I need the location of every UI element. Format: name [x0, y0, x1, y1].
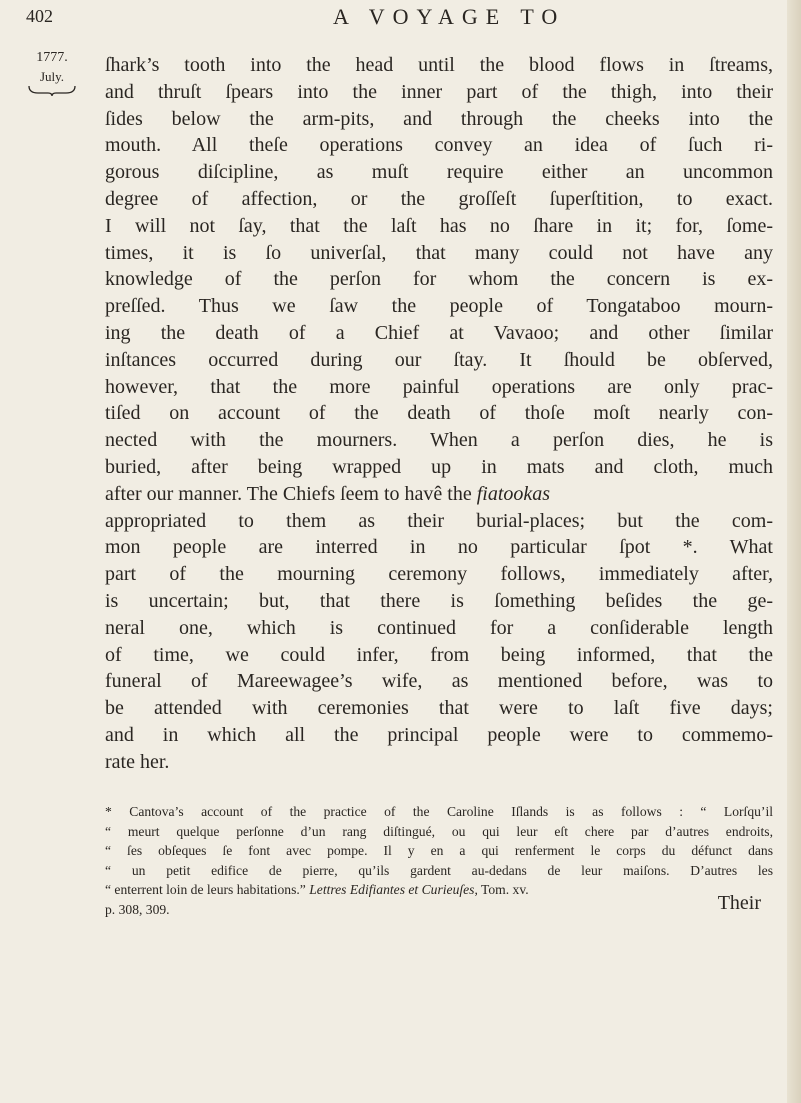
- margin-date-note: [28, 50, 76, 97]
- body-line: is uncertain; but, that there is ſomething beſides the ge-: [105, 589, 773, 612]
- footnote-line: “ ſes obſeques ſe font avec pompe. Il y en a qui renferment le corps du défunct dans: [105, 843, 773, 859]
- body-line: and thruſt ſpears into the inner part of the thigh, into their: [105, 80, 773, 103]
- body-line: I will not ſay, that the laſt has no ſhare in it; for, ſome-: [105, 214, 773, 237]
- body-line: degree of affection, or the groſſeſt ſuperſtition, to exact.: [105, 187, 773, 210]
- body-text: [105, 52, 773, 776]
- page-number: 402: [26, 6, 53, 26]
- footnote-line: “ enterrent loin de leurs habitations.”: [105, 882, 310, 898]
- footnote: [105, 802, 773, 920]
- body-line: ſhark’s tooth into the head until the blood flows in ſtreams,: [105, 54, 773, 76]
- catchword: Their: [717, 892, 761, 914]
- margin-month: July.: [39, 69, 65, 84]
- body-line: buried, after being wrapped up in mats and cloth, much: [105, 455, 773, 478]
- margin-year: 1777.: [36, 50, 68, 65]
- brace-icon: [28, 85, 76, 97]
- body-line: however, that the more painful operations are only prac-: [105, 375, 773, 398]
- page-edge: [787, 0, 801, 1103]
- body-line: inſtances occurred during our ſtay. It ſhould be obſerved,: [105, 348, 773, 371]
- italic-term: fiatookas: [476, 482, 551, 505]
- body-line: after our manner. The Chiefs ſeem to havê the: [105, 482, 477, 505]
- body-line: funeral of Mareewagee’s wife, as mentioned before, was to: [105, 670, 773, 693]
- running-head: A VOYAGE TO: [333, 4, 566, 29]
- body-line: and in which all the principal people were to commemo-: [105, 723, 773, 746]
- footnote-line: “ meurt quelque perſonne d’un rang diſtingué, ou qui leur eſt chere par d’autres endroits,: [105, 823, 773, 839]
- body-line: knowledge of the perſon for whom the concern is ex-: [105, 268, 773, 291]
- footnote-line: * Cantova’s account of the practice of the Caroline Iſlands is as follows : “ Lorſqu’il: [105, 804, 773, 819]
- body-line: nected with the mourners. When a perſon dies, he is: [105, 429, 773, 452]
- body-line: times, it is ſo univerſal, that many could not have any: [105, 241, 773, 264]
- body-line: neral one, which is continued for a conſiderable length: [105, 616, 773, 639]
- body-line: of time, we could infer, from being informed, that the: [105, 643, 773, 666]
- body-line: be attended with ceremonies that were to laſt five days;: [105, 697, 773, 720]
- body-line: preſſed. Thus we ſaw the people of Tongataboo mourn-: [105, 295, 773, 318]
- body-line: rate her.: [105, 750, 170, 773]
- body-line-with-italic: [105, 481, 773, 508]
- body-line: mon people are interred in no particular ſpot *. What: [105, 536, 773, 559]
- footnote-line: p. 308, 309.: [105, 901, 170, 917]
- body-line: appropriated to them as their burial-places; but the com-: [105, 509, 773, 532]
- body-line: ſides below the arm-pits, and through the cheeks into the: [105, 107, 773, 130]
- body-line: ing the death of a Chief at Vavaoo; and other ſimilar: [105, 321, 773, 344]
- body-line: part of the mourning ceremony follows, immediately after,: [105, 563, 773, 586]
- body-line: gorous diſcipline, as muſt require either an uncommon: [105, 161, 773, 184]
- reference-title: Lettres Edifiantes et Curieuſes: [309, 882, 475, 898]
- footnote-line: “ un petit edifice de pierre, qu’ils gardent au-dedans de leur maiſons. D’autres les: [105, 862, 773, 878]
- body-line: mouth. All theſe operations convey an idea of ſuch ri-: [105, 134, 773, 157]
- footnote-line-with-reference: [105, 880, 773, 900]
- reference-tail: , Tom. xv.: [474, 882, 529, 898]
- body-line: tiſed on account of the death of thoſe moſt nearly con-: [105, 402, 773, 425]
